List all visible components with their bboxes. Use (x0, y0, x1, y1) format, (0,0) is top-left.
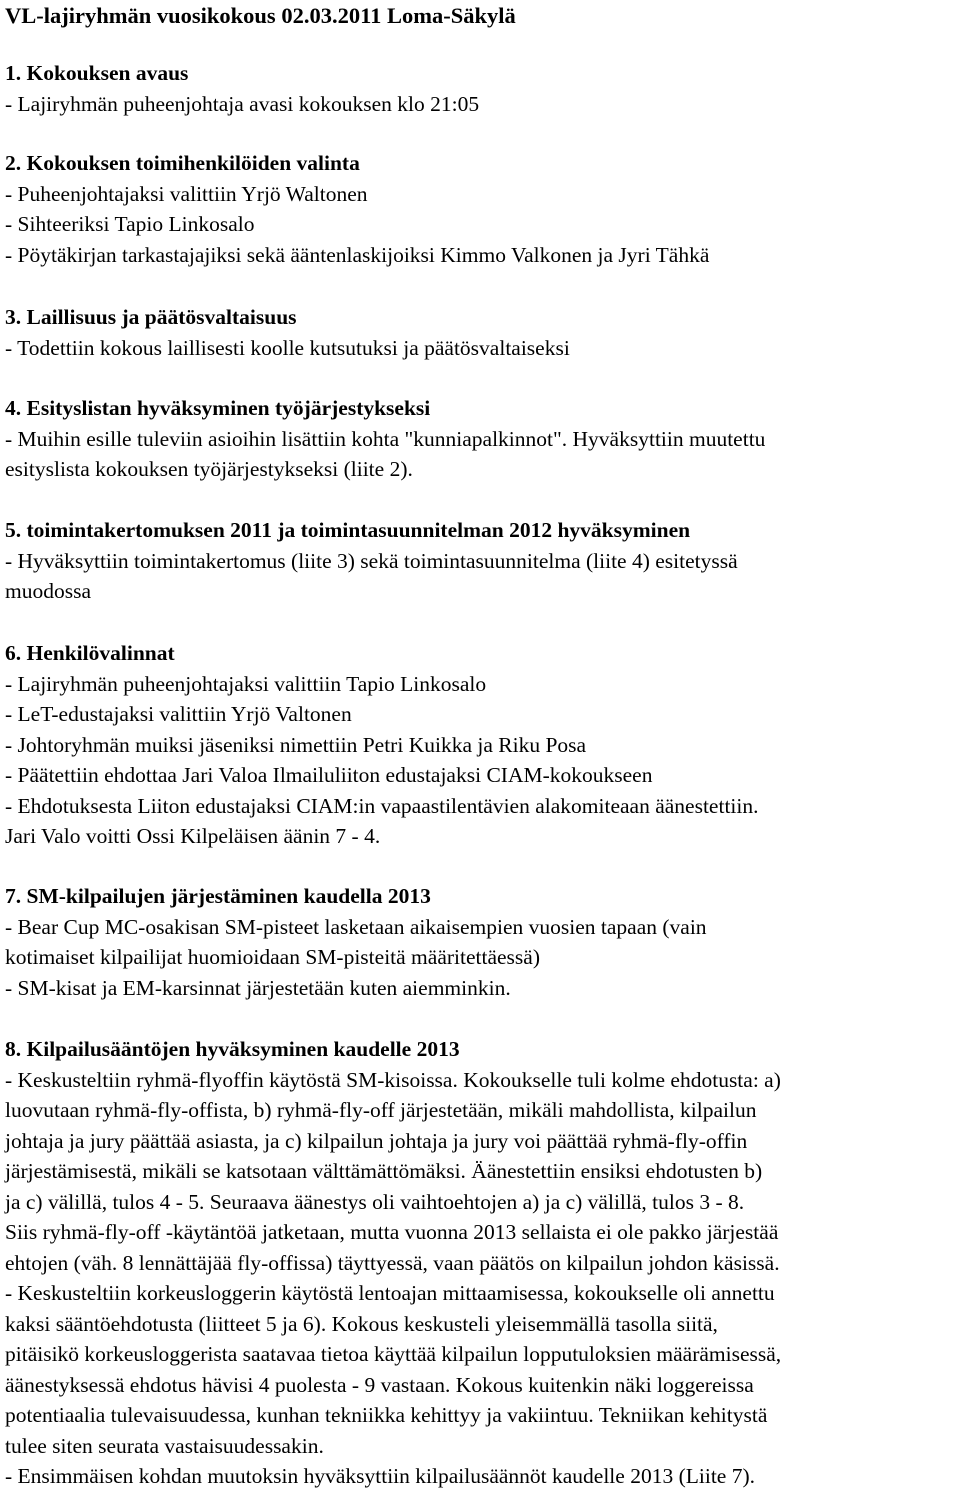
section-line: - LeT-edustajaksi valittiin Yrjö Valtonen (5, 702, 352, 726)
section-line: ehtojen (väh. 8 lennättäjää fly-offissa) täyttyessä, vaan päätös on kilpailun johdon käsissä. (5, 1250, 780, 1275)
section-line: - Sihteeriksi Tapio Linkosalo (5, 212, 255, 236)
section-line: - SM-kisat ja EM-karsinnat järjestetään kuten aiemminkin. (5, 975, 511, 1000)
section-elections (5, 638, 960, 852)
section-line: esityslista kokouksen työjärjestykseksi (liite 2). (5, 457, 413, 481)
section-line: - Todettiin kokous laillisesti koolle kutsutuksi ja päätösvaltaiseksi (5, 335, 570, 360)
section-line: Jari Valo voitti Ossi Kilpeläisen äänin 7 - 4. (5, 824, 381, 848)
section-heading: 2. Kokouksen toimihenkilöiden valinta (5, 151, 360, 175)
section-agenda (5, 393, 960, 485)
section-line: johtaja ja jury päättää asiasta, ja c) kilpailun johtaja ja jury voi päättää ryhmä-fly-offin (5, 1128, 748, 1153)
section-line: - Puheenjohtajaksi valittiin Yrjö Waltonen (5, 181, 368, 206)
section-line: - Keskusteltiin korkeusloggerin käytöstä lentoajan mittaamisessa, kokoukselle oli annettu (5, 1281, 775, 1305)
section-heading: 5. toimintakertomuksen 2011 ja toimintasuunnitelman 2012 hyväksyminen (5, 518, 691, 542)
section-line: kaksi sääntöehdotusta (liitteet 5 ja 6). Kokous keskusteli yleisemmällä tasolla siitä, (5, 1311, 718, 1336)
section-line: potentiaalia tulevaisuudessa, kunhan tekniikka kehittyy ja vakiintuu. Tekniikan kehitystä (5, 1403, 768, 1427)
section-line: - Johtoryhmän muiksi jäseniksi nimettiin Petri Kuikka ja Riku Posa (5, 732, 587, 757)
section-line: - Ensimmäisen kohdan muutoksin hyväksyttiin kilpailusäännöt kaudelle 2013 (Liite 7). (5, 1464, 755, 1488)
section-line: - Muihin esille tuleviin asioihin lisättiin kohta "kunniapalkinnot". Hyväksyttiin muutettu (5, 426, 766, 451)
section-line: tulee siten seurata vastaisuudessakin. (5, 1433, 324, 1458)
section-line: kotimaiset kilpailijat huomioidaan SM-pisteitä määritettäessä) (5, 945, 540, 969)
section-line: - Pöytäkirjan tarkastajajiksi sekä ääntenlaskijoiksi Kimmo Valkonen ja Jyri Tähkä (5, 242, 710, 267)
section-rules (5, 1034, 960, 1492)
section-heading: 3. Laillisuus ja päätösvaltaisuus (5, 305, 297, 329)
section-line: luovutaan ryhmä-fly-offista, b) ryhmä-fly-off järjestetään, mikäli mahdollista, kilpailun (5, 1098, 757, 1122)
section-line: - Ehdotuksesta Liiton edustajaksi CIAM:in vapaastilentävien alakomiteaan äänestettiin. (5, 793, 759, 818)
section-championships (5, 881, 960, 1003)
section-line: - Lajiryhmän puheenjohtaja avasi kokouksen klo 21:05 (5, 91, 480, 116)
document-title: VL-lajiryhmän vuosikokous 02.03.2011 Loma-Säkylä (5, 3, 516, 28)
section-line: pitäisikö korkeusloggerista saatavaa tietoa käyttää kilpailun lopputuloksien määrämisessä, (5, 1342, 782, 1366)
section-heading: 6. Henkilövalinnat (5, 641, 175, 665)
section-line: - Keskusteltiin ryhmä-flyoffin käytöstä SM-kisoissa. Kokoukselle tuli kolme ehdotusta: a) (5, 1067, 781, 1092)
section-heading: 7. SM-kilpailujen järjestäminen kaudella 2013 (5, 884, 431, 908)
section-heading: 8. Kilpailusääntöjen hyväksyminen kaudelle 2013 (5, 1037, 460, 1061)
section-opening (5, 58, 960, 119)
section-reports (5, 515, 960, 607)
section-line: - Lajiryhmän puheenjohtajaksi valittiin Tapio Linkosalo (5, 671, 487, 696)
section-line: Siis ryhmä-fly-off -käytäntöä jatketaan, mutta vuonna 2013 sellaista ei ole pakko järjestää (5, 1220, 779, 1244)
section-line: - Päätettiin ehdottaa Jari Valoa Ilmailuliiton edustajaksi CIAM-kokoukseen (5, 763, 653, 787)
section-line: järjestämisestä, mikäli se katsotaan välttämättömäksi. Äänestettiin ensiksi ehdotusten b) (5, 1159, 763, 1183)
section-officials (5, 148, 960, 270)
section-heading: 1. Kokouksen avaus (5, 61, 189, 85)
section-legality (5, 302, 960, 363)
section-line: - Hyväksyttiin toimintakertomus (liite 3) sekä toimintasuunnitelma (liite 4) esitetyssä (5, 548, 738, 573)
section-heading: 4. Esityslistan hyväksyminen työjärjestykseksi (5, 396, 431, 420)
section-line: äänestyksessä ehdotus hävisi 4 puolesta - 9 vastaan. Kokous kuitenkin näki loggereissa (5, 1372, 754, 1397)
section-line: - Bear Cup MC-osakisan SM-pisteet lasketaan aikaisempien vuosien tapaan (vain (5, 914, 707, 939)
section-line: muodossa (5, 579, 91, 603)
section-line: ja c) välillä, tulos 4 - 5. Seuraava äänestys oli vaihtoehtojen a) ja c) välillä, tulos 3 - 8. (5, 1189, 745, 1214)
